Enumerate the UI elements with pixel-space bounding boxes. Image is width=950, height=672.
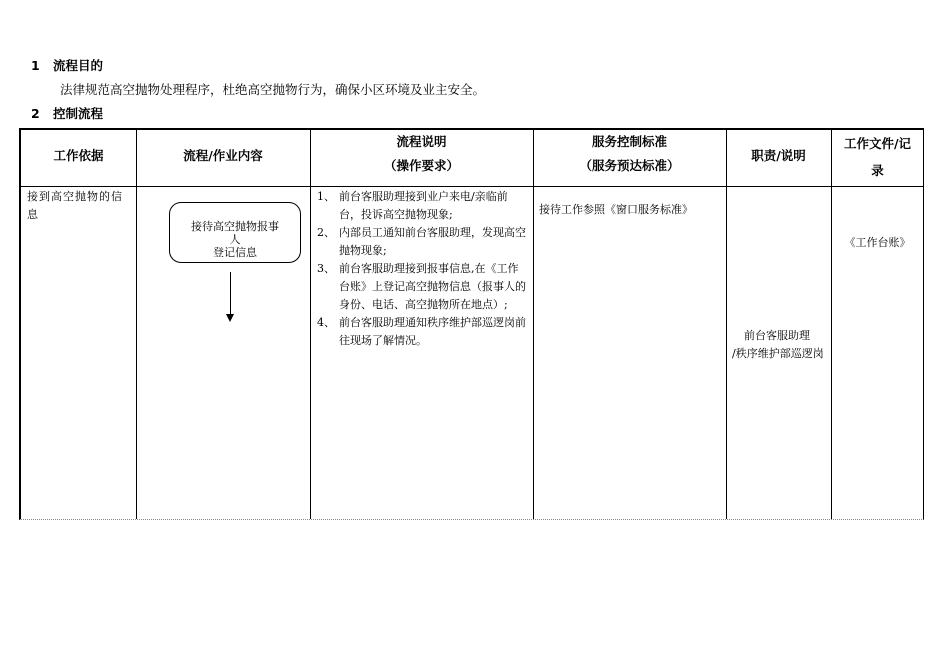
step-number: 2、 — [317, 226, 335, 239]
documents-cell: 《工作台账》 — [844, 236, 911, 249]
header-divider — [21, 186, 923, 187]
standard-cell: 接待工作参照《窗口服务标准》 — [539, 203, 693, 216]
flow-box-line3: 登记信息 — [213, 246, 257, 259]
section-1-heading — [31, 56, 103, 74]
step-item — [317, 188, 529, 224]
header-documents — [831, 130, 924, 184]
header-description-line1: 流程说明 — [396, 134, 447, 149]
flow-box-line2: 人 — [229, 233, 241, 246]
header-description-line2: （操作要求） — [383, 158, 459, 173]
header-documents-line1: 工作文件/记 — [843, 136, 912, 151]
col-divider — [533, 130, 534, 519]
section-2-number: 2 — [31, 106, 40, 121]
header-documents-line2: 录 — [871, 163, 884, 178]
col-divider — [831, 130, 832, 519]
step-item — [317, 224, 529, 260]
control-flow-table — [19, 128, 924, 520]
flow-box-line1: 接待高空抛物报事 — [191, 220, 279, 233]
section-1-number: 1 — [31, 58, 40, 73]
steps-list — [317, 188, 529, 350]
step-number: 3、 — [317, 262, 335, 275]
section-1-title: 流程目的 — [53, 58, 104, 73]
step-number: 1、 — [317, 190, 335, 203]
step-text: 前台客服助理通知秩序维护部巡逻岗前往现场了解情况。 — [339, 316, 526, 347]
step-text: 前台客服助理接到业户来电/亲临前台，投诉高空抛物现象; — [339, 190, 508, 221]
flow-process-box — [169, 202, 301, 263]
header-standard-line2: （服务预达标准） — [579, 158, 680, 173]
section-2-title: 控制流程 — [53, 106, 104, 121]
step-item — [317, 260, 529, 314]
step-item — [317, 314, 529, 350]
header-duty: 职责/说明 — [751, 148, 806, 163]
col-divider — [726, 130, 727, 519]
col-divider — [310, 130, 311, 519]
purpose-paragraph: 法律规范高空抛物处理程序，杜绝高空抛物行为，确保小区环境及业主安全。 — [60, 82, 486, 97]
duty-cell — [732, 327, 832, 363]
header-standard-line1: 服务控制标准 — [591, 134, 667, 149]
step-number: 4、 — [317, 316, 335, 329]
duty-line1: 前台客服助理 — [744, 329, 810, 342]
step-text: 内部员工通知前台客服助理，发现高空抛物现象; — [339, 226, 526, 257]
basis-cell: 接到高空抛物的信息 — [27, 190, 123, 221]
header-standard — [533, 130, 726, 178]
section-2-heading — [31, 104, 103, 122]
flow-arrow-line — [230, 272, 231, 318]
arrow-down-icon — [226, 314, 234, 322]
header-basis: 工作依据 — [53, 148, 104, 163]
col-divider — [136, 130, 137, 519]
header-flow: 流程/作业内容 — [183, 148, 263, 163]
duty-line2: /秩序维护部巡逻岗 — [732, 347, 824, 360]
step-text: 前台客服助理接到报事信息,在《工作台账》上登记高空抛物信息（报事人的身份、电话、高空抛物所在地点）; — [339, 262, 526, 311]
header-description — [310, 130, 533, 178]
